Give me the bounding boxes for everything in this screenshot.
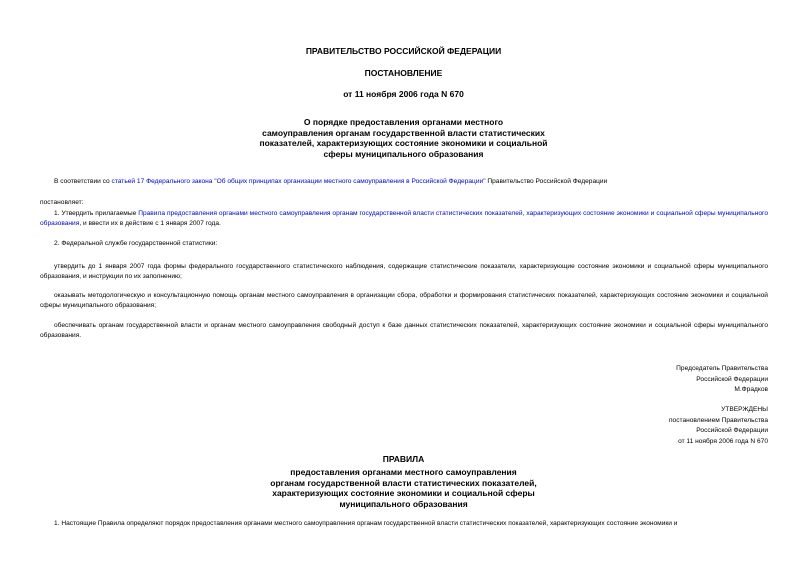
signature-line: М.Фрадков (734, 386, 768, 393)
approval-line: УТВЕРЖДЕНЫ (721, 406, 768, 413)
document-title (0, 117, 807, 159)
rules-item-1-paragraph: 1. Настоящие Правила определяют порядок предоставления органами местного самоуправления органам государственной власти статистических показателей, характеризующих состояние экономики и (54, 520, 678, 527)
rules-subtitle-line: органам государственной власти статистических показателей, (270, 477, 537, 488)
approval-line: Российской Федерации (696, 427, 768, 434)
approval-block (560, 405, 768, 447)
signature-line: Российской Федерации (696, 375, 768, 383)
document-type: ПОСТАНОВЛЕНИЕ (364, 68, 443, 78)
law-article-link[interactable]: статьей 17 Федерального закона "Об общих принципах организации местного самоуправления в Российской Федерации" (111, 178, 486, 185)
title-line: самоуправления органам государственной власти статистических (262, 127, 545, 138)
rules-subtitle-line: характеризующих состояние экономики и социальной сферы (272, 488, 535, 498)
item-1-paragraph: 1. Утвердить прилагаемые Правила предоставления органами местного самоуправления органам государственной власти статистических показателей, характеризующих состояние экономики и социальной сферы муниципального образования, и ввести их в действие с 1 января 2007 года. (40, 210, 768, 227)
rules-heading: ПРАВИЛА (382, 454, 425, 464)
rules-subtitle-line: муниципального образования (339, 498, 468, 509)
title-line: сферы муниципального образования (323, 148, 484, 159)
rules-subtitle-line: предоставления органами местного самоуправления (290, 467, 517, 477)
item-2-subparagraph-c: обеспечивать органам государственной власти и органам местного самоуправления свободный доступ к базе данных статистических показателей, характеризующих состояние экономики и социальной сферы муниципального образования. (40, 322, 768, 339)
approval-line: постановлением Правительства (668, 416, 768, 424)
rules-link[interactable]: Правила предоставления органами местного самоуправления органам государственной власти статистических показателей, характеризующих состояние экономики и социальной сферы муниципального образования (40, 210, 768, 227)
approval-line: от 11 ноября 2006 года N 670 (678, 437, 768, 445)
title-line: О порядке предоставления органами местного (303, 117, 504, 127)
rules-subtitle (0, 467, 807, 509)
intro-paragraph: В соответствии со статьей 17 Федерального закона "Об общих принципах организации местного самоуправления в Российской Федерации" Правительство Российской Федерации (54, 178, 608, 185)
resolves-text: постановляет: (40, 199, 84, 206)
item-2-subparagraph-a: утвердить до 1 января 2007 года формы федерального государственного статистического наблюдения, содержащие статистические показатели, характеризующие состояние экономики и социальной сферы муниципального образования, и инструкции по их заполнению; (40, 263, 768, 280)
item-2-subparagraph-b: оказывать методологическую и консультационную помощь органам местного самоуправления в организации сбора, обработки и формирования статистических показателей, характеризующих состояние экономики и социальной сферы муниципального образования; (40, 292, 768, 309)
document-date-number: от 11 ноября 2006 года N 670 (343, 89, 464, 99)
signature-block (560, 364, 768, 396)
signature-line: Председатель Правительства (676, 365, 768, 372)
government-name: ПРАВИТЕЛЬСТВО РОССИЙСКОЙ ФЕДЕРАЦИИ (305, 46, 502, 56)
title-line: показателей, характеризующих состояние экономики и социальной (259, 138, 548, 148)
item-2-paragraph: 2. Федеральной службе государственной статистики: (54, 240, 218, 247)
